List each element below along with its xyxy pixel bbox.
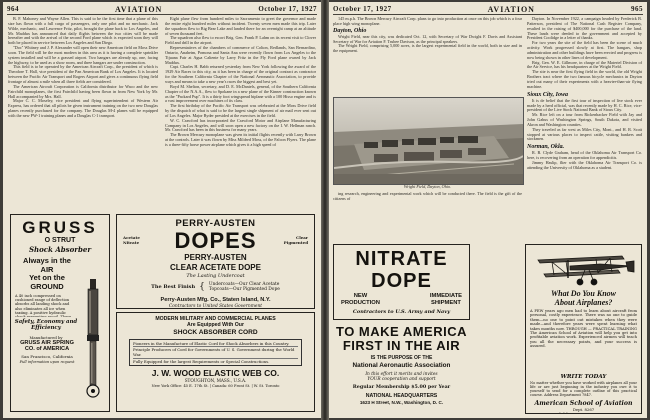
brace-icon: { bbox=[199, 282, 205, 292]
magazine-title: AVIATION bbox=[115, 4, 163, 14]
paragraph: Wright Field, near this city, was dedicated Oct. 12, with Secretary of War Dwight F. Davis and Assistant Secretary of War for Aviation F. Trubee Davison, as the principal speakers. bbox=[333, 33, 522, 44]
paragraph: Jimmy Haslip, flier with the Oklahoma Air Transport Co. is attending the University of Oklahoma as a student. bbox=[527, 159, 642, 170]
section-title-sioux-city: Sioux City, Iowa bbox=[527, 91, 568, 98]
body-line: In this effort it merits and invites bbox=[365, 372, 438, 377]
left-article-column-2 bbox=[165, 17, 316, 208]
right-article-column-1 bbox=[333, 17, 522, 95]
school-body-2: No matter whether you have worked with airplanes all your life or are just beginning in the industry you owe it to yourself to send for a complete outline of this practical course. Address Department 7847. bbox=[530, 381, 637, 398]
gruss-subtitle: Shock Absorber bbox=[28, 245, 92, 254]
elwood-city: STOUGHTON, MASS., U.S.A. bbox=[184, 377, 247, 383]
issue-date: October 17, 1927 bbox=[333, 5, 392, 13]
page-number: 965 bbox=[631, 5, 643, 13]
paragraph: The site is near the first flying field in the world, the old Wright Brothers tract where the two famous bicycle mechanics in Dayton tried out many of their experiments with a heavier-than-air flying machine. bbox=[527, 69, 642, 89]
perry-gov: Contractors to United States Government bbox=[168, 304, 263, 309]
nitrate-title: NITRATE DOPE bbox=[355, 248, 448, 292]
slogan-line: Yet on the bbox=[29, 273, 65, 282]
left-page-header bbox=[7, 4, 317, 15]
paragraph: R. B. Clyde Graham, head of the Oklahoma Air Transport Co. here, is recovering from an operation for appendicitis. bbox=[527, 150, 642, 161]
paragraph: They traveled as far west as Miles City, Mont., and H. R. Scott stopped at various places to inspect cattle, visiting bankers and stockmen. bbox=[527, 126, 642, 142]
page-gutter bbox=[321, 0, 329, 420]
paragraph: This field is to be operated by the American Aircraft Corp., the president of which is Theodore T. Hall, vice president of the Pan American Bank of Los Angeles. It is located between the Pacific Air Transport and Rogers Airport and gives a continuous flying field frontage of almost a mile when all three fields are considered. bbox=[8, 64, 158, 84]
body-line: YOUR cooperation and support bbox=[367, 377, 436, 382]
issue-date: October 17, 1927 bbox=[258, 5, 317, 13]
feature-item: Fully Equipped for the largest Requirements or Special Constructions. bbox=[133, 358, 270, 364]
naa-org: National Aeronautic Association bbox=[352, 362, 451, 369]
gruss-safety bbox=[11, 319, 81, 332]
finish-line: Topcoats—Our Pigmented Dope bbox=[208, 287, 280, 292]
slogan-line: GROUND bbox=[30, 281, 64, 291]
school-address bbox=[526, 413, 641, 414]
perry-tagline: The Lasting Undercoat bbox=[186, 273, 245, 279]
nitrate-line: SHIPMENT bbox=[430, 299, 461, 306]
headline-line: FIRST IN THE AIR bbox=[342, 338, 461, 353]
right-page-header bbox=[333, 4, 643, 15]
american-school-ad bbox=[525, 244, 642, 414]
headline-line: MODERN MILITARY AND COMMERCIAL PLANES bbox=[155, 316, 276, 322]
headline-line: TO MAKE AMERICA bbox=[336, 324, 467, 339]
school-body: A FEW years ago men had to learn about aircraft from personal, costly experience. There was no one to guide them—no one to point out mistakes when they were made—and therefore years were spent learning what takes months now. THROUGH — PRACTICAL TRAINING The American School of Aviation will help you get into profitable aviation work. Experienced airmen will teach you all the necessary points, and your success is assured. bbox=[530, 309, 637, 349]
left-page bbox=[3, 2, 321, 418]
perry-company: PERRY-AUSTEN bbox=[175, 218, 256, 229]
perry-address: Perry-Austen Mfg. Co., Staten Island, N.Y. bbox=[160, 297, 271, 303]
biplane-icon bbox=[530, 248, 638, 288]
question-line: What Do You Know bbox=[551, 289, 616, 298]
naa-address: 1623 H Street, N.W., Washington, D. C. bbox=[359, 400, 444, 405]
paragraph: 145 m.p.h. The Brown Mercury Aircraft Corp. plans to go into production at once on this job which is a four place high wing monoplane. bbox=[333, 17, 522, 26]
right-page bbox=[329, 2, 647, 418]
school-dept: Dept. 8267 bbox=[572, 407, 595, 412]
slogan-line: Always in the bbox=[23, 256, 71, 265]
label-line: Acetate bbox=[123, 235, 140, 241]
paragraph: Dayton. In November 1922, a campaign headed by Frederick B. Patterson, president of The National Cash Register Company, resulted in the raising of $400,000 for the purchase of the land. These lands were deeded to the government and accepted by President Coolidge in a letter of thanks. bbox=[527, 17, 642, 41]
perry-left-label bbox=[123, 236, 157, 246]
nitrate-line: IMMEDIATE bbox=[429, 293, 462, 299]
wright-field-photo bbox=[333, 97, 524, 185]
elwood-company: J. W. WOOD ELASTIC WEB CO. bbox=[151, 367, 280, 378]
perry-headline: PERRY-AUSTEN bbox=[184, 253, 247, 262]
company-line: CO. of AMERICA bbox=[24, 346, 70, 353]
naa-ad bbox=[333, 324, 470, 414]
school-write-today: WRITE TODAY bbox=[560, 374, 607, 380]
paragraph: Major C. C. Moseley, vice president and flying superintendent of Western Air Express, has ordered that all pilots be given instrument training on the two new Douglas planes recently purchased for the company. The Douglas M-4 planes will be equipped with the new PW-1 training planes and a Douglas C-1 transport. bbox=[8, 98, 158, 118]
aerial-photo-illustration bbox=[334, 98, 523, 184]
nitrate-company bbox=[334, 318, 469, 320]
paragraph: For two years the site of the field has been the scene of much activity. Work progressed slowly at first. The hangars, shop administration and other buildings have been erected and progress is now being shown in other lines of development. bbox=[527, 40, 642, 60]
naa-body bbox=[333, 372, 470, 382]
perry-austen-ad bbox=[116, 214, 315, 309]
slogan-line: AIR bbox=[40, 264, 54, 274]
finish-label: The Best Finish bbox=[151, 284, 196, 290]
paragraph: The Brown Mercury monoplane was given its initial flights recently with Larry Brown at the controls. Later it was flown by Miss Mildred Moss, of the Falcon Flyers. The plane is a three-fifty horse power airplane which gives it a high speed of bbox=[165, 132, 316, 147]
page-number: 964 bbox=[7, 5, 19, 13]
paragraph: "Doc" Whitney and J. P. Alexander will open their new American field on Moss Drive soon. The field will be the most modern in this area as it is having a complete sprinkler system installed and will be a grassed airport. Two hangars are already up, one, facing the highway, to be used as a show room, and three hangars are under construction. bbox=[8, 45, 158, 65]
safety-line: Safety, Economy and bbox=[14, 319, 78, 325]
right-article-column-1-continued bbox=[333, 192, 522, 242]
section-title-dayton: Dayton, Ohio bbox=[333, 27, 367, 34]
paragraph: The squadron also flew to escort Brig. Gen. Frank P. Lahm on its recent visit to Clover Field and drill in the airport. bbox=[165, 35, 316, 46]
nitrate-line: NEW bbox=[353, 293, 368, 299]
shock-absorber-cord-ad bbox=[116, 312, 315, 412]
paragraph: The Wright Field, comprising 5,000 acres, is the largest experimental field in the world, both in size and in the equipment. bbox=[333, 43, 522, 54]
naa-headline bbox=[333, 325, 470, 353]
perry-finish bbox=[117, 282, 314, 292]
elwood-feature-box bbox=[129, 339, 302, 366]
gruss-brand: O STRUT bbox=[44, 237, 76, 244]
paragraph: Mr. Rice left on a tour from Rickenbacker Field with Jay and John Gabus of Washington Springs, South Dakota, and visited Akron and Washington counties. bbox=[527, 112, 642, 127]
left-article-column-1 bbox=[8, 17, 158, 208]
elwood-offices: New York Office: 45 E. 17th St. | Canada: 60 Front St. | W. St. Toronto bbox=[151, 383, 280, 388]
gruss-city: San Francisco, California bbox=[21, 353, 73, 359]
naa-fee: Regular Membership $5.00 per Year bbox=[352, 384, 451, 390]
paragraph: ing research, engineering and experimental work which will be conducted there. The field is the gift of the citizens of bbox=[333, 192, 522, 201]
feature-item: Pioneers in the Manufacture of Elastic Cord for Shock Absorbers in this Country. bbox=[133, 341, 298, 347]
naa-subtitle: IS THE PURPOSE OF THE bbox=[370, 355, 433, 361]
gruss-title: GRUSS bbox=[22, 218, 98, 237]
feature-item: Principle Producers of Cord for Governments of U. S. Government during the World War. bbox=[133, 347, 298, 358]
label-line: Clear bbox=[296, 235, 308, 241]
photo-caption: Wright Field, Dayton, Ohio. bbox=[403, 184, 452, 189]
finish-line: Undercoats—Our Clear Acetate bbox=[208, 282, 280, 287]
question-line: About Airplanes? bbox=[554, 298, 613, 307]
gruss-manufactured-by: Manufactured by bbox=[29, 334, 63, 340]
right-article-column-2 bbox=[527, 17, 642, 242]
school-name: American School of Aviation bbox=[534, 400, 633, 407]
nitrate-line: PRODUCTION bbox=[341, 299, 380, 306]
paragraph: B. F. Mahoney and Wayne Allen. This is said to be the first time that a plane of this size has flown with a full cargo of passengers, only one pilot and no mechanic. Jack Wilde, mechanic, and Lawrence Fritz, pilot, brought the plane back to Los Angeles, and Mr. Maddux has announced that daily flights between the two cities will be made hereafter and with the arrival of the second Ford plane which is expected soon they will both be placed in service between Los Angeles and San Diego. bbox=[8, 17, 158, 46]
gruss-body: A 40 inch compressed on cushioned range of deflection absorbs all landing shock and also eliminates all ice when taxiing. A positive hydraulic bbox=[15, 294, 70, 315]
perry-headline-2: CLEAR ACETATE DOPE bbox=[170, 263, 261, 272]
paragraph: Boyd M. Shelton, secretary, and D. E. McDaniels, general, of the Southern California Chapter of the N.A.A., flew to Spokane in a new plane of the Kinner construction known as the "Packard Pup". It is a thirty foot wingspread biplane with a 100 Hisso engine and is a vast improvement over machines of its class. bbox=[165, 83, 316, 104]
perry-title: DOPES bbox=[174, 228, 257, 253]
paragraph: Brig. Gen. W. E. Gillmore, in charge of the Materiel Division of the Air Service, has his headquarters at the Wright Field. bbox=[527, 59, 642, 70]
label-line: Nitrate bbox=[123, 240, 140, 245]
paragraph: The first birthday of the Pacific Air Transport was celebrated at the Moss Drive field by the dispatch of what is said to be the largest single shipment of air mail ever sent out of Los Angeles. Major Ryder presided at the exercises in the field. bbox=[165, 103, 316, 118]
nitrate-contractors: Contractors to U.S. Army and Navy bbox=[352, 309, 451, 316]
paragraph: It is de belief that the first tour of inspection of live stock ever made by a herd official, was that recently made by H. C. Rice, vice-president of the Live Stock National Bank of Sioux City. bbox=[527, 97, 642, 113]
magazine-title: AVIATION bbox=[487, 4, 535, 14]
company-line: GRUSS AIR SPRING bbox=[20, 339, 74, 346]
label-line: Pigmented bbox=[283, 240, 308, 245]
safety-line: Efficiency bbox=[31, 325, 61, 332]
headline-line: Are Equipped With Our bbox=[186, 322, 244, 328]
finish-lines bbox=[209, 282, 280, 292]
paragraph: W. C. Crawford has incorporated the Crawford Motor and Airplane Manufacturing Company in Los Angeles, and will soon open a new factory on the I. W. Hellman ranch. Mr. Crawford has been in this business for many years. bbox=[165, 117, 316, 133]
paragraph: Eight plane flew from hundred miles to Sacramento to greet the governor and made the entire eight hundred miles without incident. Twenty seven men made this trip. Later the squadron flew to Big Bear Lake and landed there for an overnight camp at an altitude of seven thousand feet. bbox=[165, 17, 316, 36]
nitrate-right bbox=[430, 293, 462, 306]
paragraph: Capt. Charles H. Babb returned yesterday from New York following the award of the 1929 Air Races to this city, as it has been in charge of the original contract as contractor for the Southern California Chapter of the National Aeronautic Association, to provide ways and means to take a new year's races the biggest and best yet. bbox=[165, 64, 316, 84]
paragraph: The American Aircraft Corporation is California distributor for Waco and the new Fairchild monoplanes, the first Fairchild having been flown in from New York by Mr. Hall accompanied by Mrs. Hall. bbox=[8, 83, 158, 99]
gruss-company bbox=[11, 340, 83, 353]
gruss-strut-ad bbox=[10, 214, 110, 412]
nitrate-dope-ad bbox=[333, 244, 470, 320]
shock-strut-illustration bbox=[84, 279, 102, 405]
elwood-headline bbox=[117, 316, 314, 328]
perry-title-row bbox=[123, 230, 308, 252]
elwood-product: SHOCK ABSORBER CORD bbox=[173, 329, 258, 336]
nitrate-columns bbox=[341, 293, 462, 306]
school-question bbox=[526, 289, 641, 307]
paragraph: Representatives of the chambers of commerce of Colton, Redlands, San Bernardino, Ontario, Anaheim, Pomona and Santa Ana were recently flown from Los Angeles to the Tijuana Fair at Agua Caliente by Larry Fritz in the Fly Ford plane owned by Jack Maddux. bbox=[165, 45, 316, 65]
gruss-slogan bbox=[11, 257, 83, 291]
section-title-norman: Norman, Okla. bbox=[527, 144, 565, 151]
perry-right-label bbox=[274, 236, 308, 246]
nitrate-left bbox=[341, 293, 380, 306]
gruss-info: Full information upon request bbox=[19, 359, 75, 364]
naa-hq: NATIONAL HEADQUARTERS bbox=[365, 393, 438, 399]
